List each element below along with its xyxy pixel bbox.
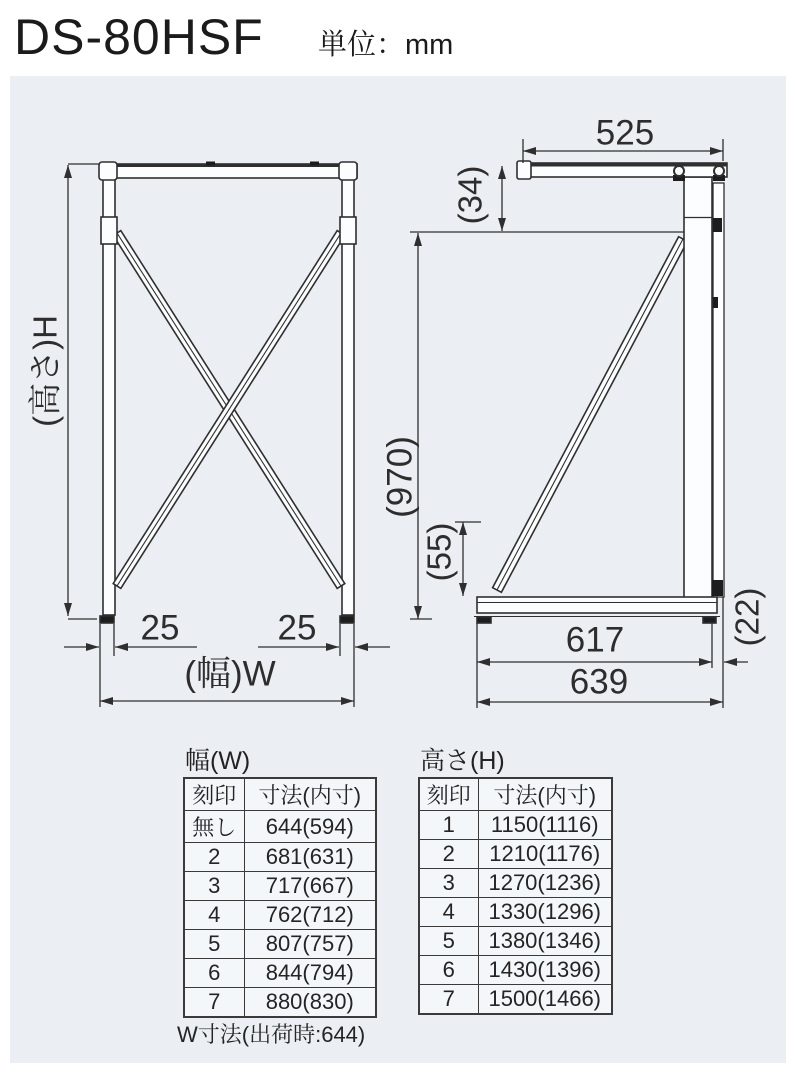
table-row [419, 927, 612, 956]
width-table [183, 777, 377, 1018]
side-base-outer-dim: 639 [569, 662, 629, 702]
table-cell: 3 [184, 872, 244, 901]
table-cell: 3 [419, 869, 478, 898]
side-inner-height-dim: (970) [380, 436, 420, 518]
table-cell: 6 [419, 956, 478, 985]
arm-eyelet-right [714, 166, 724, 176]
side-base-inner-dim: 617 [565, 620, 625, 660]
table-cell: 4 [419, 898, 478, 927]
table-row [184, 959, 376, 988]
table-row [419, 898, 612, 927]
side-brace-offset-dim: (55) [420, 522, 458, 582]
table-row [419, 840, 612, 869]
table-cell: 5 [184, 930, 244, 959]
table-cell: 681(631) [244, 843, 376, 872]
height-table-section [418, 749, 613, 1015]
side-top-depth-dim: 525 [595, 113, 655, 153]
table-cell: 6 [184, 959, 244, 988]
table-cell: 5 [419, 927, 478, 956]
table-cell: 無し [184, 811, 244, 843]
width-col-header-size: 寸法(内寸) [244, 778, 376, 811]
width-col-header-mark: 刻印 [184, 778, 244, 811]
side-top-offset-dim: (34) [451, 165, 489, 225]
unit-label: 単位：mm [318, 29, 454, 61]
table-cell: 807(757) [244, 930, 376, 959]
table-cell: 1150(1116) [478, 811, 612, 840]
front-foot-left-dim: 25 [140, 608, 180, 648]
table-row [419, 985, 612, 1015]
table-cell: 1330(1296) [478, 898, 612, 927]
table-row [184, 901, 376, 930]
arm-eyelet-left [674, 166, 684, 176]
height-col-header-size: 寸法(内寸) [478, 778, 612, 811]
table-cell: 1380(1346) [478, 927, 612, 956]
table-row [184, 843, 376, 872]
width-table-body [184, 811, 376, 1018]
front-foot-right [340, 616, 354, 623]
side-foot-left [477, 617, 491, 623]
height-table-title: 高さ(H) [420, 747, 505, 775]
table-cell: 1500(1466) [478, 985, 612, 1015]
table-row [184, 988, 376, 1018]
table-cell: 7 [184, 988, 244, 1018]
side-foot-right [703, 617, 716, 623]
front-height-label: (高さ)H [26, 315, 64, 427]
height-table-body [419, 811, 612, 1015]
table-cell: 1210(1176) [478, 840, 612, 869]
table-cell: 844(794) [244, 959, 376, 988]
front-width-label: (幅)W [184, 654, 276, 694]
table-row [184, 872, 376, 901]
table-cell: 717(667) [244, 872, 376, 901]
front-foot-right-dim: 25 [277, 608, 317, 648]
table-cell: 4 [184, 901, 244, 930]
side-panel-offset-dim: (22) [728, 587, 766, 647]
height-table [418, 777, 613, 1015]
width-table-note: W寸法(出荷時:644) [177, 1022, 366, 1047]
front-foot-left [100, 616, 114, 623]
table-cell: 1270(1236) [478, 869, 612, 898]
table-row [184, 811, 376, 843]
model-title: DS-80HSF [14, 9, 264, 65]
table-cell: 762(712) [244, 901, 376, 930]
table-row [419, 956, 612, 985]
table-cell: 2 [419, 840, 478, 869]
table-row [419, 869, 612, 898]
table-row [419, 811, 612, 840]
width-table-section [177, 747, 377, 1047]
table-cell: 644(594) [244, 811, 376, 843]
table-cell: 1430(1396) [478, 956, 612, 985]
table-row [184, 930, 376, 959]
height-col-header-mark: 刻印 [419, 778, 478, 811]
table-cell: 2 [184, 843, 244, 872]
table-cell: 880(830) [244, 988, 376, 1018]
width-table-title: 幅(W) [185, 747, 251, 775]
table-cell: 7 [419, 985, 478, 1015]
table-cell: 1 [419, 811, 478, 840]
